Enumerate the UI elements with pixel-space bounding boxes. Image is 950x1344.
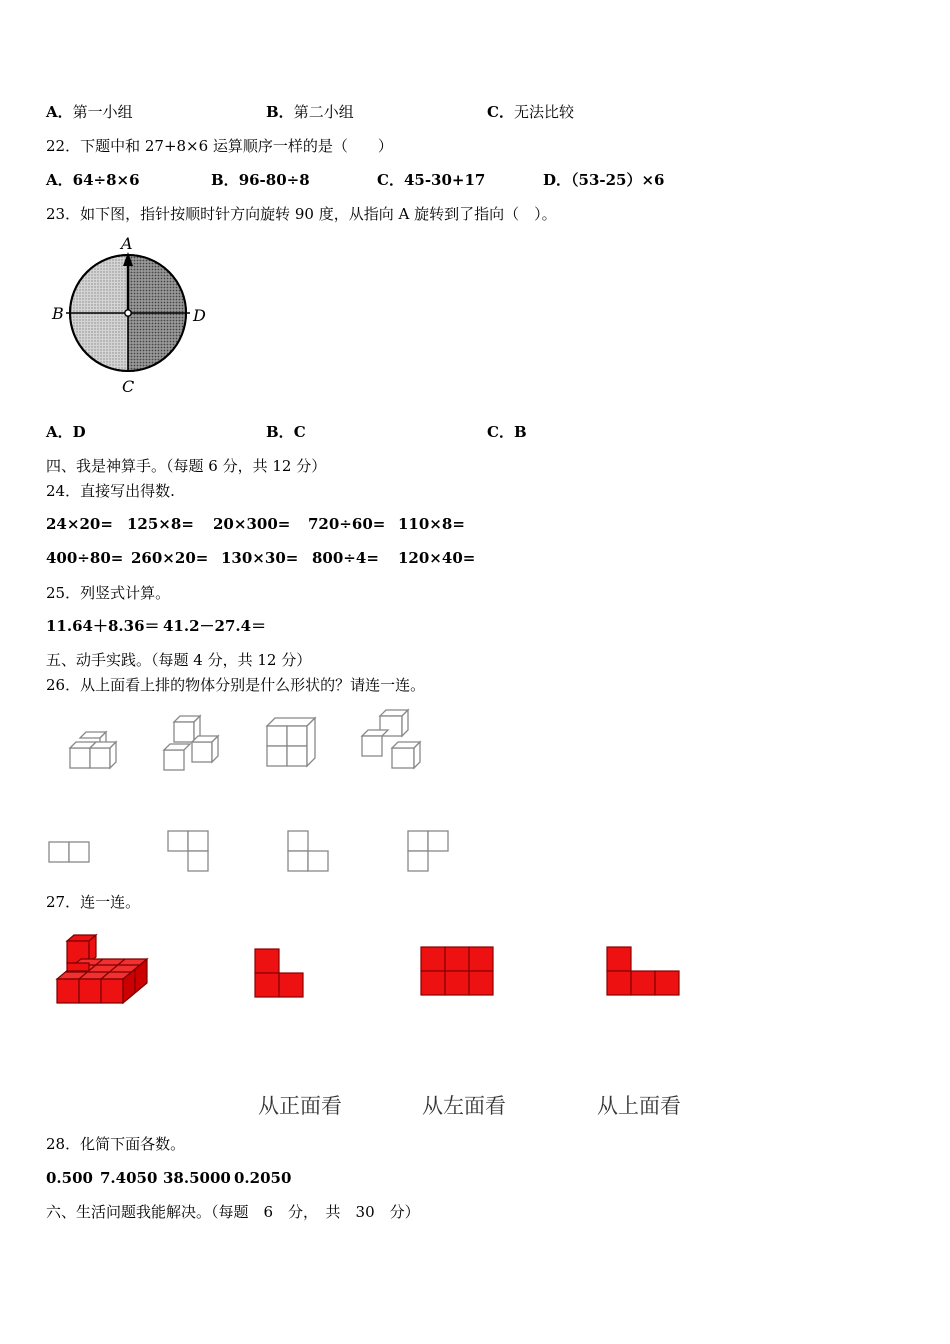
- q24-item: 125×8=: [127, 515, 194, 533]
- q22-option-b: B．96-80÷8: [211, 171, 310, 189]
- q24-item: 110×8=: [398, 515, 465, 533]
- q24-item: 400÷80=: [46, 549, 124, 567]
- q25-item: 41.2－27.4＝: [163, 617, 267, 635]
- q27-stem: 27．连一连。: [46, 893, 141, 911]
- q24-item: 720÷60=: [308, 515, 386, 533]
- q26-top-view-1: [48, 841, 92, 865]
- q27-view-shape-3: [606, 946, 682, 998]
- q21-option-b: B．第二小组: [266, 103, 354, 121]
- q28-stem: 28．化简下面各数。: [46, 1135, 186, 1153]
- q26-cube-figure-1: [68, 728, 124, 770]
- q26-cube-figure-2: [162, 714, 224, 772]
- view-label-front: 从正面看: [258, 1094, 342, 1118]
- q28-item: 0.500: [46, 1169, 93, 1187]
- view-label-left: 从左面看: [422, 1094, 506, 1118]
- q23-option-c: C．B: [487, 423, 527, 441]
- dial-label-b: B: [52, 304, 64, 323]
- q28-item: 0.2050: [234, 1169, 292, 1187]
- q27-view-shape-1: [254, 948, 306, 1000]
- q23-dial-figure: [46, 232, 216, 397]
- q24-item: 260×20=: [131, 549, 209, 567]
- q22-stem: 22．下题中和 27+8×6 运算顺序一样的是（ ）: [46, 137, 393, 155]
- q26-cube-figure-4: [358, 708, 424, 772]
- q25-stem: 25．列竖式计算。: [46, 584, 171, 602]
- q24-item: 130×30=: [221, 549, 299, 567]
- view-label-top: 从上面看: [597, 1094, 681, 1118]
- q22-option-a: A．64÷8×6: [46, 171, 140, 189]
- q21-option-a: A．第一小组: [46, 103, 133, 121]
- q26-top-view-4: [407, 830, 451, 874]
- q28-item: 38.5000: [163, 1169, 231, 1187]
- section4-heading: 四、我是神算手。（每题 6 分，共 12 分）: [46, 457, 327, 475]
- q23-stem: 23．如下图，指针按顺时针方向旋转 90 度，从指向 A 旋转到了指向（ ）。: [46, 205, 557, 223]
- section6-heading: 六、生活问题我能解决。（每题 6 分， 共 30 分）: [46, 1203, 420, 1221]
- dial-label-c: C: [122, 377, 135, 396]
- q24-item: 800÷4=: [312, 549, 379, 567]
- q24-item: 20×300=: [213, 515, 291, 533]
- dial-label-d: D: [193, 306, 206, 325]
- q24-item: 24×20=: [46, 515, 113, 533]
- q22-option-d: D．（53-25）×6: [543, 171, 665, 189]
- q24-item: 120×40=: [398, 549, 476, 567]
- q26-cube-figure-3: [265, 716, 321, 772]
- q28-item: 7.4050: [100, 1169, 158, 1187]
- q27-view-shape-2: [420, 946, 496, 998]
- section5-heading: 五、动手实践。（每题 4 分，共 12 分）: [46, 651, 312, 669]
- q22-option-c: C．45-30+17: [377, 171, 486, 189]
- q23-option-b: B．C: [266, 423, 306, 441]
- dial-label-a: A: [121, 234, 133, 253]
- q26-top-view-2: [167, 830, 211, 874]
- q23-option-a: A．D: [46, 423, 86, 441]
- q24-stem: 24．直接写出得数.: [46, 482, 175, 500]
- q25-item: 11.64＋8.36＝: [46, 617, 160, 635]
- q26-stem: 26．从上面看上排的物体分别是什么形状的？请连一连。: [46, 676, 426, 694]
- q26-top-view-3: [287, 830, 331, 874]
- q21-option-c: C．无法比较: [487, 103, 574, 121]
- q27-red-cube-solid: [53, 934, 151, 1006]
